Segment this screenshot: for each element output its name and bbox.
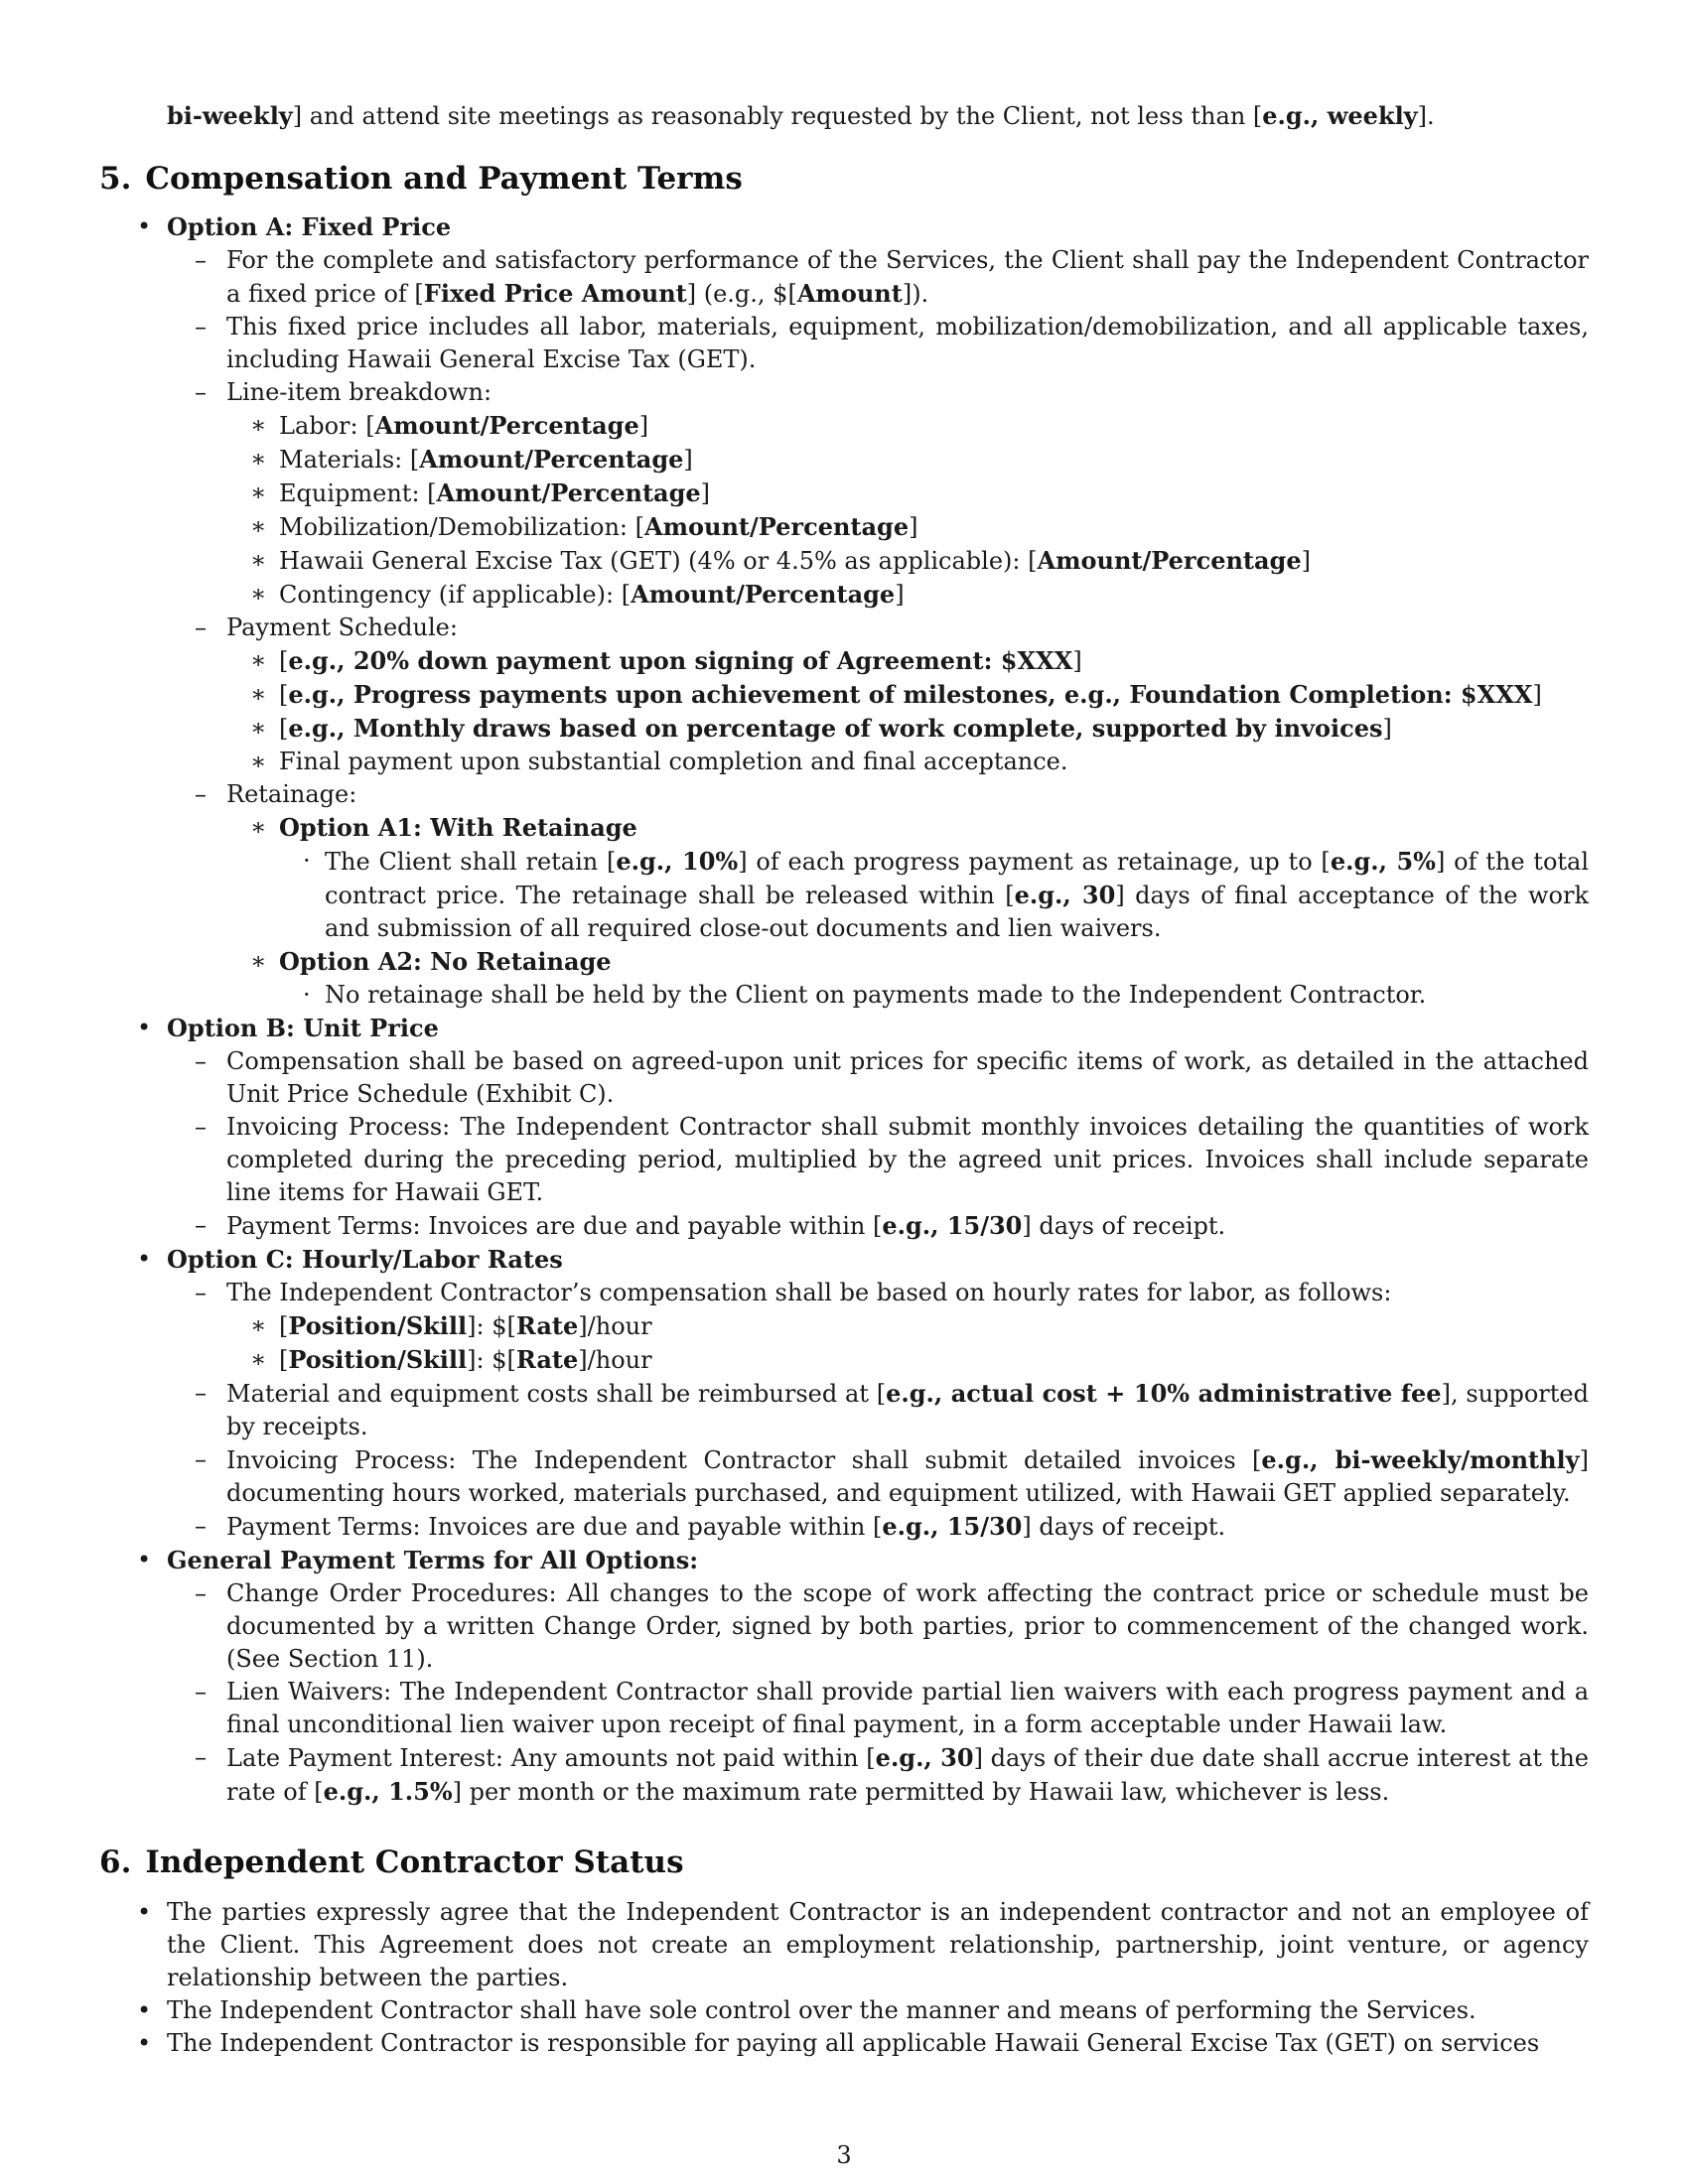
text: Material and equipment costs shall be reimbursed at [ <box>226 1380 887 1408</box>
bullet-icon: • <box>137 1996 152 2024</box>
text: ]. <box>1417 102 1435 130</box>
asterisk-icon: ∗ <box>250 580 267 608</box>
text: The Independent Contractor shall have sole control over the manner and means of performing the Services. <box>167 1996 1477 2024</box>
text: Equipment: [ <box>279 479 437 507</box>
dash-icon: – <box>195 378 207 406</box>
bold-term: Amount/Percentage <box>631 580 896 609</box>
dash-icon: – <box>195 614 207 641</box>
text: Retainage: <box>226 780 357 808</box>
section-5-list <box>99 210 1589 1809</box>
text: Mobilization/Demobilization: [ <box>279 513 644 541</box>
option-b <box>99 1012 1589 1243</box>
list-item <box>167 1676 1589 1741</box>
text: [ <box>279 681 289 709</box>
bold-term: Amount/Percentage <box>419 445 684 474</box>
list-item <box>167 1377 1589 1443</box>
section-6-heading <box>99 1843 1589 1882</box>
list-item <box>279 979 1589 1012</box>
dot-icon: · <box>303 981 311 1009</box>
schedule-item <box>226 746 1589 778</box>
bold-term: e.g., 20% down payment upon signing of Agreement: $XXX <box>288 646 1073 675</box>
bold-term: e.g., bi-weekly/monthly <box>1261 1445 1580 1474</box>
bold-term: Amount/Percentage <box>374 411 639 440</box>
text: [ <box>279 715 289 743</box>
text: ]/hour <box>578 1312 652 1340</box>
dash-icon: – <box>195 313 207 341</box>
text: ] <box>1301 547 1311 575</box>
text: ], supported by receipts. <box>226 1380 1589 1440</box>
text: ]). <box>902 280 929 308</box>
text: Change Order Procedures: All changes to the scope of work affecting the contract price or schedule must be documented by a written Change Order, signed by both parties, prior to commencement of the changed work. (See Section 11). <box>226 1579 1589 1673</box>
asterisk-icon: ∗ <box>250 714 267 742</box>
text: ] (e.g., $[ <box>686 280 797 308</box>
bold-term: e.g., 15/30 <box>882 1512 1023 1541</box>
bold-term: e.g., 1.5% <box>323 1777 453 1806</box>
text: Payment Terms: Invoices are due and payable within [ <box>226 1513 883 1541</box>
asterisk-icon: ∗ <box>250 947 267 975</box>
text: Lien Waivers: The Independent Contractor shall provide partial lien waivers with each progress payment and a final unconditional lien waiver upon receipt of final payment, in a form acceptable under Hawaii law. <box>226 1678 1589 1738</box>
option-title: Option A2: No Retainage <box>279 947 612 976</box>
list-item <box>167 1111 1589 1209</box>
list-item <box>167 612 1589 778</box>
schedule-item <box>226 678 1589 712</box>
bullet-icon: • <box>137 2029 152 2057</box>
general-payment-terms <box>99 1544 1589 1809</box>
list-item <box>167 1045 1589 1111</box>
option-title: General Payment Terms for All Options: <box>167 1546 699 1574</box>
option-c <box>99 1243 1589 1544</box>
text: The Client shall retain [ <box>325 848 617 876</box>
asterisk-icon: ∗ <box>250 478 267 506</box>
dash-icon: – <box>195 246 207 274</box>
text: This fixed price includes all labor, materials, equipment, mobilization/demobilization, and all applicable taxes, including Hawaii General Excise Tax (GET). <box>226 313 1589 373</box>
bullet-icon: • <box>137 1014 152 1041</box>
asterisk-icon: ∗ <box>250 1345 267 1373</box>
text: ] <box>1382 715 1392 743</box>
list-item <box>167 778 1589 1012</box>
text: ]: $[ <box>467 1346 516 1374</box>
dash-icon: – <box>195 1579 207 1607</box>
option-title: Option C: Hourly/Labor Rates <box>167 1245 563 1274</box>
text: ] per month or the maximum rate permitted by Hawaii law, whichever is less. <box>452 1778 1390 1806</box>
dash-icon: – <box>195 1279 207 1306</box>
section-title: Independent Contractor Status <box>145 1844 684 1880</box>
section-title: Compensation and Payment Terms <box>145 161 743 197</box>
bold-term: e.g., Progress payments upon achievement of milestones, e.g., Foundation Completion: $XXX <box>288 680 1533 709</box>
asterisk-icon: ∗ <box>250 1311 267 1339</box>
bold-term: Rate <box>515 1311 579 1340</box>
bold-term: e.g., Monthly draws based on percentage of work complete, supported by invoices <box>288 714 1383 743</box>
dash-icon: – <box>195 1047 207 1075</box>
text: Late Payment Interest: Any amounts not paid within [ <box>226 1744 876 1772</box>
bullet-icon: • <box>137 1245 152 1273</box>
dash-icon: – <box>195 1445 207 1473</box>
text: Hawaii General Excise Tax (GET) (4% or 4.5% as applicable): [ <box>279 547 1038 575</box>
asterisk-icon: ∗ <box>250 546 267 574</box>
dash-icon: – <box>195 1678 207 1706</box>
option-a2 <box>226 945 1589 1012</box>
rate-item <box>226 1343 1589 1377</box>
text: ] <box>1532 681 1542 709</box>
bold-term: e.g., 5% <box>1330 847 1436 876</box>
asterisk-icon: ∗ <box>250 411 267 439</box>
bold-term: bi-weekly <box>167 101 293 130</box>
schedule-item <box>226 644 1589 678</box>
asterisk-icon: ∗ <box>250 748 267 775</box>
section-number: 5. <box>99 161 132 197</box>
asterisk-icon: ∗ <box>250 813 267 841</box>
text: Compensation shall be based on agreed-upon unit prices for specific items of work, as detailed in the attached Unit Price Schedule (Exhibit C). <box>226 1047 1589 1108</box>
asterisk-icon: ∗ <box>250 445 267 473</box>
text: Invoicing Process: The Independent Contractor shall submit monthly invoices detailing the quantities of work completed during the preceding period, multiplied by the agreed unit prices. Invoices shall include separate line items for Hawaii GET. <box>226 1113 1589 1206</box>
dash-icon: – <box>195 1211 207 1239</box>
bold-term: Amount <box>796 279 903 308</box>
breakdown-item <box>226 477 1589 510</box>
text: ] documenting hours worked, materials purchased, and equipment utilized, with Hawaii GET applied separately. <box>226 1446 1589 1507</box>
text: No retainage shall be held by the Client on payments made to the Independent Contractor. <box>325 981 1427 1009</box>
text: For the complete and satisfactory performance of the Services, the Client shall pay the Independent Contractor a fixed price of [ <box>226 246 1589 308</box>
bold-term: e.g., 30 <box>875 1743 974 1772</box>
text: Labor: [ <box>279 412 375 440</box>
breakdown-item <box>226 409 1589 443</box>
section-6-list <box>99 1896 1589 2060</box>
text: The Independent Contractor’s compensation shall be based on hourly rates for labor, as follows: <box>226 1279 1392 1306</box>
option-a <box>99 210 1589 1012</box>
bold-term: Position/Skill <box>288 1345 468 1374</box>
bold-term: Amount/Percentage <box>436 478 701 507</box>
schedule-item <box>226 712 1589 746</box>
breakdown-item <box>226 544 1589 578</box>
list-item <box>167 311 1589 376</box>
option-title: Option A1: With Retainage <box>279 813 637 842</box>
text: Contingency (if applicable): [ <box>279 581 632 609</box>
list-item <box>167 1209 1589 1243</box>
page-number: 3 <box>836 2141 852 2169</box>
bold-term: e.g., 15/30 <box>882 1211 1023 1240</box>
list-item <box>167 244 1589 311</box>
list-item <box>167 1741 1589 1809</box>
dash-icon: – <box>195 780 207 808</box>
option-a1 <box>226 811 1589 945</box>
list-item <box>99 2027 1589 2060</box>
text: [ <box>279 1312 289 1340</box>
list-item <box>167 1510 1589 1544</box>
text: ] of the total contract price. The retainage shall be released within [ <box>325 848 1590 909</box>
bold-term: Amount/Percentage <box>1037 546 1302 575</box>
dash-icon: – <box>195 1379 207 1407</box>
text: The parties expressly agree that the Independent Contractor is an independent contractor and not an employee of the Client. This Agreement does not create an employment relationship, partnership, joint venture, or agency relationship between the parties. <box>167 1898 1589 1991</box>
bold-term: e.g., actual cost + 10% administrative fee <box>886 1379 1442 1408</box>
rate-item <box>226 1309 1589 1343</box>
text: ] <box>638 412 649 440</box>
bold-term: e.g., 10% <box>616 847 739 876</box>
bold-term: Position/Skill <box>288 1311 468 1340</box>
text: ] <box>1072 647 1082 675</box>
text: Payment Schedule: <box>226 614 458 641</box>
text: Materials: [ <box>279 446 420 474</box>
list-item <box>99 1994 1589 2027</box>
list-item <box>167 1577 1589 1676</box>
text: Final payment upon substantial completion and final acceptance. <box>279 748 1068 775</box>
dot-icon: · <box>303 847 311 875</box>
bold-term: Fixed Price Amount <box>423 279 687 308</box>
text: The Independent Contractor is responsible for paying all applicable Hawaii General Excise Tax (GET) on services <box>167 2029 1540 2057</box>
text: ] of each progress payment as retainage, up to [ <box>738 848 1331 876</box>
list-item <box>167 1277 1589 1377</box>
dash-icon: – <box>195 1743 207 1771</box>
text: [ <box>279 647 289 675</box>
bold-term: e.g., weekly <box>1262 101 1418 130</box>
text: ] <box>683 446 693 474</box>
bold-term: Rate <box>515 1345 579 1374</box>
asterisk-icon: ∗ <box>250 646 267 674</box>
document-content <box>99 99 1589 2060</box>
dash-icon: – <box>195 1512 207 1540</box>
asterisk-icon: ∗ <box>250 512 267 540</box>
bullet-icon: • <box>137 212 152 240</box>
intro-continuation <box>99 99 1589 133</box>
option-title: Option A: Fixed Price <box>167 212 452 241</box>
list-item <box>99 1896 1589 1994</box>
text: ] <box>909 513 918 541</box>
text: Invoicing Process: The Independent Contractor shall submit detailed invoices [ <box>226 1446 1262 1474</box>
breakdown-item <box>226 443 1589 477</box>
text: ] days of final acceptance of the work and submission of all required close-out documents and lien waivers. <box>325 882 1589 942</box>
text: ] days of receipt. <box>1022 1212 1226 1240</box>
text: ] days of receipt. <box>1022 1513 1226 1541</box>
breakdown-item <box>226 578 1589 612</box>
list-item <box>167 1443 1589 1510</box>
text: Payment Terms: Invoices are due and payable within [ <box>226 1212 883 1240</box>
text: ]/hour <box>578 1346 652 1374</box>
list-item <box>279 845 1589 945</box>
breakdown-item <box>226 510 1589 544</box>
text: ]: $[ <box>467 1312 516 1340</box>
text: ] <box>895 581 905 609</box>
text: [ <box>279 1346 289 1374</box>
list-item <box>167 376 1589 612</box>
option-title: Option B: Unit Price <box>167 1014 439 1042</box>
text: Line-item breakdown: <box>226 378 492 406</box>
bullet-icon: • <box>137 1546 152 1573</box>
asterisk-icon: ∗ <box>250 680 267 708</box>
bold-term: e.g., 30 <box>1014 881 1116 909</box>
section-5-heading <box>99 159 1589 199</box>
text: ] and attend site meetings as reasonably requested by the Client, not less than [ <box>292 102 1263 130</box>
dash-icon: – <box>195 1113 207 1141</box>
text: ] <box>700 479 711 507</box>
text: ] days of their due date shall accrue interest at the rate of [ <box>226 1744 1590 1806</box>
section-number: 6. <box>99 1844 132 1880</box>
bullet-icon: • <box>137 1898 152 1926</box>
bold-term: Amount/Percentage <box>643 512 910 541</box>
